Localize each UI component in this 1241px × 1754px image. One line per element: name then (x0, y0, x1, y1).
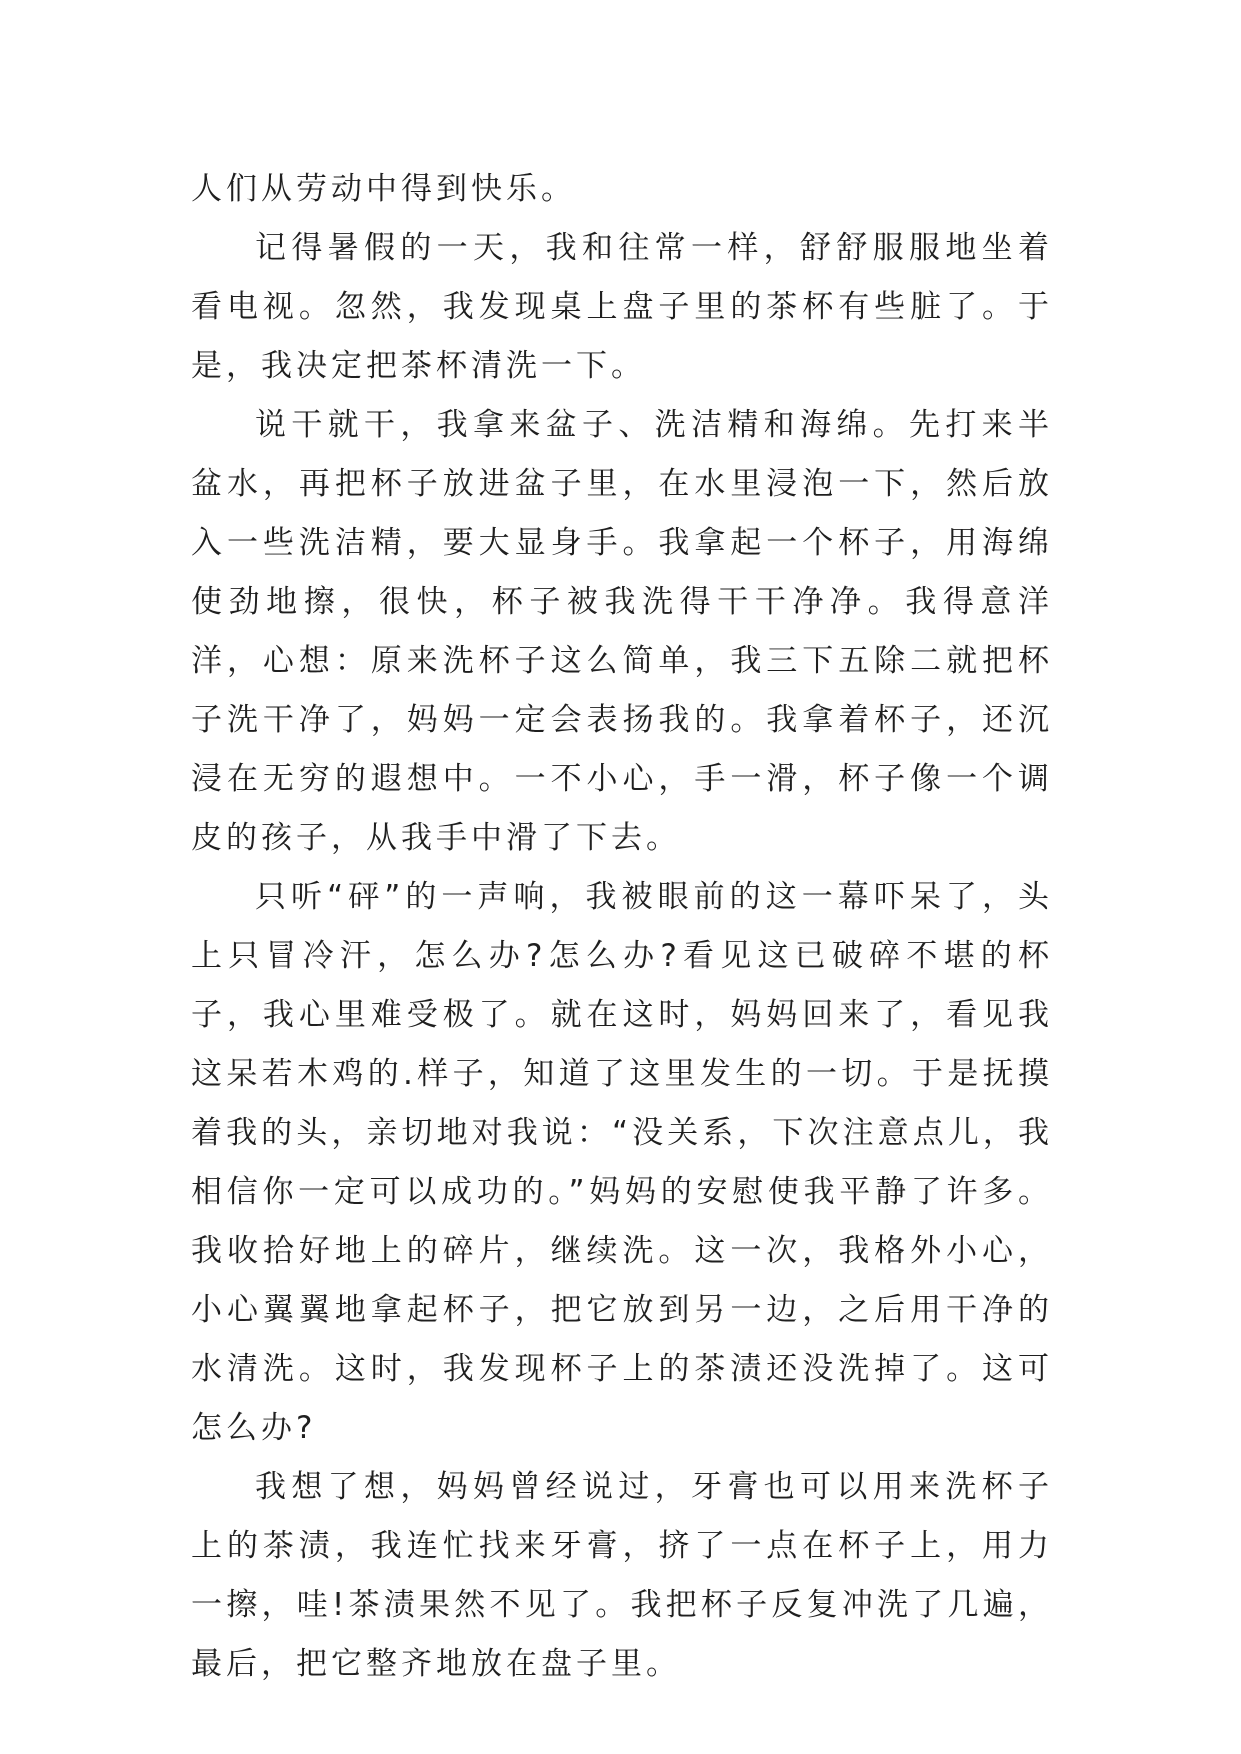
document-body (191, 160, 1053, 1694)
paragraph-2: 记得暑假的一天，我和往常一样，舒舒服服地坐着看电视。忽然，我发现桌上盘子里的茶杯有些脏了。于是，我决定把茶杯清洗一下。 (191, 230, 1053, 384)
paragraph-5: 我想了想，妈妈曾经说过，牙膏也可以用来洗杯子上的茶渍，我连忙找来牙膏，挤了一点在杯子上，用力一擦，哇!茶渍果然不见了。我把杯子反复冲洗了几遍，最后，把它整齐地放在盘子里。 (191, 1469, 1053, 1682)
paragraph-1: 人们从劳动中得到快乐。 (191, 171, 576, 207)
paragraph-3: 说干就干，我拿来盆子、洗洁精和海绵。先打来半盆水，再把杯子放进盆子里，在水里浸泡一下，然后放入一些洗洁精，要大显身手。我拿起一个杯子，用海绵使劲地擦，很快，杯子被我洗得干干净净。我得意洋洋，心想：原来洗杯子这么简单，我三下五除二就把杯子洗干净了，妈妈一定会表扬我的。我拿着杯子，还沉浸在无穷的遐想中。一不小心，手一滑，杯子像一个调皮的孩子，从我手中滑了下去。 (191, 407, 1053, 856)
paragraph-4: 只听“砰”的一声响，我被眼前的这一幕吓呆了，头上只冒冷汗，怎么办?怎么办?看见这已破碎不堪的杯子，我心里难受极了。就在这时，妈妈回来了，看见我这呆若木鸡的.样子，知道了这里发生的一切。于是抚摸着我的头，亲切地对我说：“没关系，下次注意点儿，我相信你一定可以成功的。”妈妈的安慰使我平静了许多。我收拾好地上的碎片，继续洗。这一次，我格外小心，小心翼翼地拿起杯子，把它放到另一边，之后用干净的水清洗。这时，我发现杯子上的茶渍还没洗掉了。这可怎么办? (191, 879, 1053, 1446)
